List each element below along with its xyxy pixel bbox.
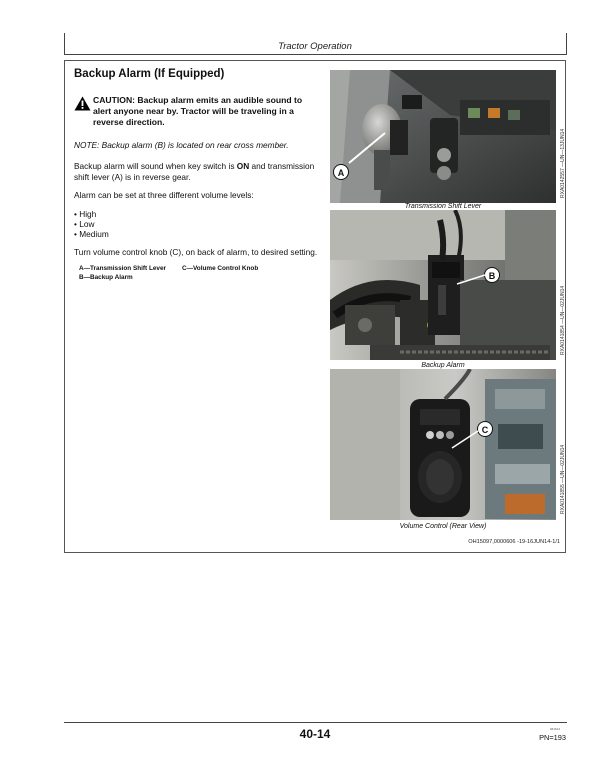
para1-before: Backup alarm will sound when key switch is bbox=[74, 161, 237, 171]
header-rule-bottom bbox=[64, 54, 567, 55]
footer-date-code: 061614 bbox=[549, 727, 560, 731]
alarm-sound-paragraph bbox=[74, 161, 320, 182]
backup-alarm-photo bbox=[330, 210, 556, 360]
list-item: • Medium bbox=[74, 229, 320, 239]
list-item: • Low bbox=[74, 219, 320, 229]
volume-levels-list bbox=[74, 209, 320, 239]
figure-2-caption: Backup Alarm bbox=[421, 362, 465, 369]
figure-legend bbox=[79, 265, 320, 282]
page-number: 40-14 bbox=[299, 727, 331, 741]
callout-b-leader bbox=[455, 272, 487, 286]
callout-c: C bbox=[477, 421, 493, 437]
callout-a-marker bbox=[333, 115, 393, 165]
footer-rule bbox=[64, 722, 567, 723]
list-item: • High bbox=[74, 209, 320, 219]
section-text-column bbox=[74, 68, 320, 282]
document-reference: OH15097,0000606 -19-16JUN14-1/1 bbox=[468, 539, 560, 545]
page-header-title: Tractor Operation bbox=[278, 41, 352, 52]
figure-3-code: RXA0141855 —UN—02JUN14 bbox=[560, 444, 566, 514]
legend-c: C—Volume Control Knob bbox=[182, 265, 259, 272]
figure-2-code: RXA0141854 —UN—02JUN14 bbox=[560, 285, 566, 355]
figure-1-code: RXA0142557 —UN—13JUN14 bbox=[560, 128, 566, 198]
callout-b: B bbox=[484, 267, 500, 283]
volume-levels-intro: Alarm can be set at three different volume levels: bbox=[74, 190, 254, 200]
caution-block bbox=[74, 95, 320, 128]
legend-column-1 bbox=[79, 265, 166, 282]
callout-a: A bbox=[333, 164, 349, 180]
legend-b: B—Backup Alarm bbox=[79, 273, 133, 281]
volume-knob-paragraph: Turn volume control knob (C), on back of alarm, to desired setting. bbox=[74, 246, 318, 257]
para1-after: and transmission shift lever (A) is in reverse gear. bbox=[74, 161, 315, 182]
volume-control-photo bbox=[330, 369, 556, 520]
caution-text: CAUTION: Backup alarm emits an audible sound to alert anyone near by. Tractor will be traveling in a reverse direction. bbox=[93, 95, 303, 127]
note-text: NOTE: Backup alarm (B) is located on rear cross member. bbox=[74, 140, 289, 150]
pn-code: PN=193 bbox=[539, 733, 566, 742]
legend-column-2 bbox=[182, 265, 258, 282]
warning-triangle-icon bbox=[74, 96, 91, 111]
legend-a: A—Transmission Shift Lever bbox=[79, 265, 167, 272]
figure-1-caption: Transmission Shift Lever bbox=[404, 203, 482, 210]
figure-3-caption: Volume Control (Rear View) bbox=[399, 523, 487, 530]
para1-bold: ON bbox=[236, 161, 250, 171]
callout-c-leader bbox=[450, 428, 480, 450]
section-title: Backup Alarm (If Equipped) bbox=[74, 68, 225, 80]
